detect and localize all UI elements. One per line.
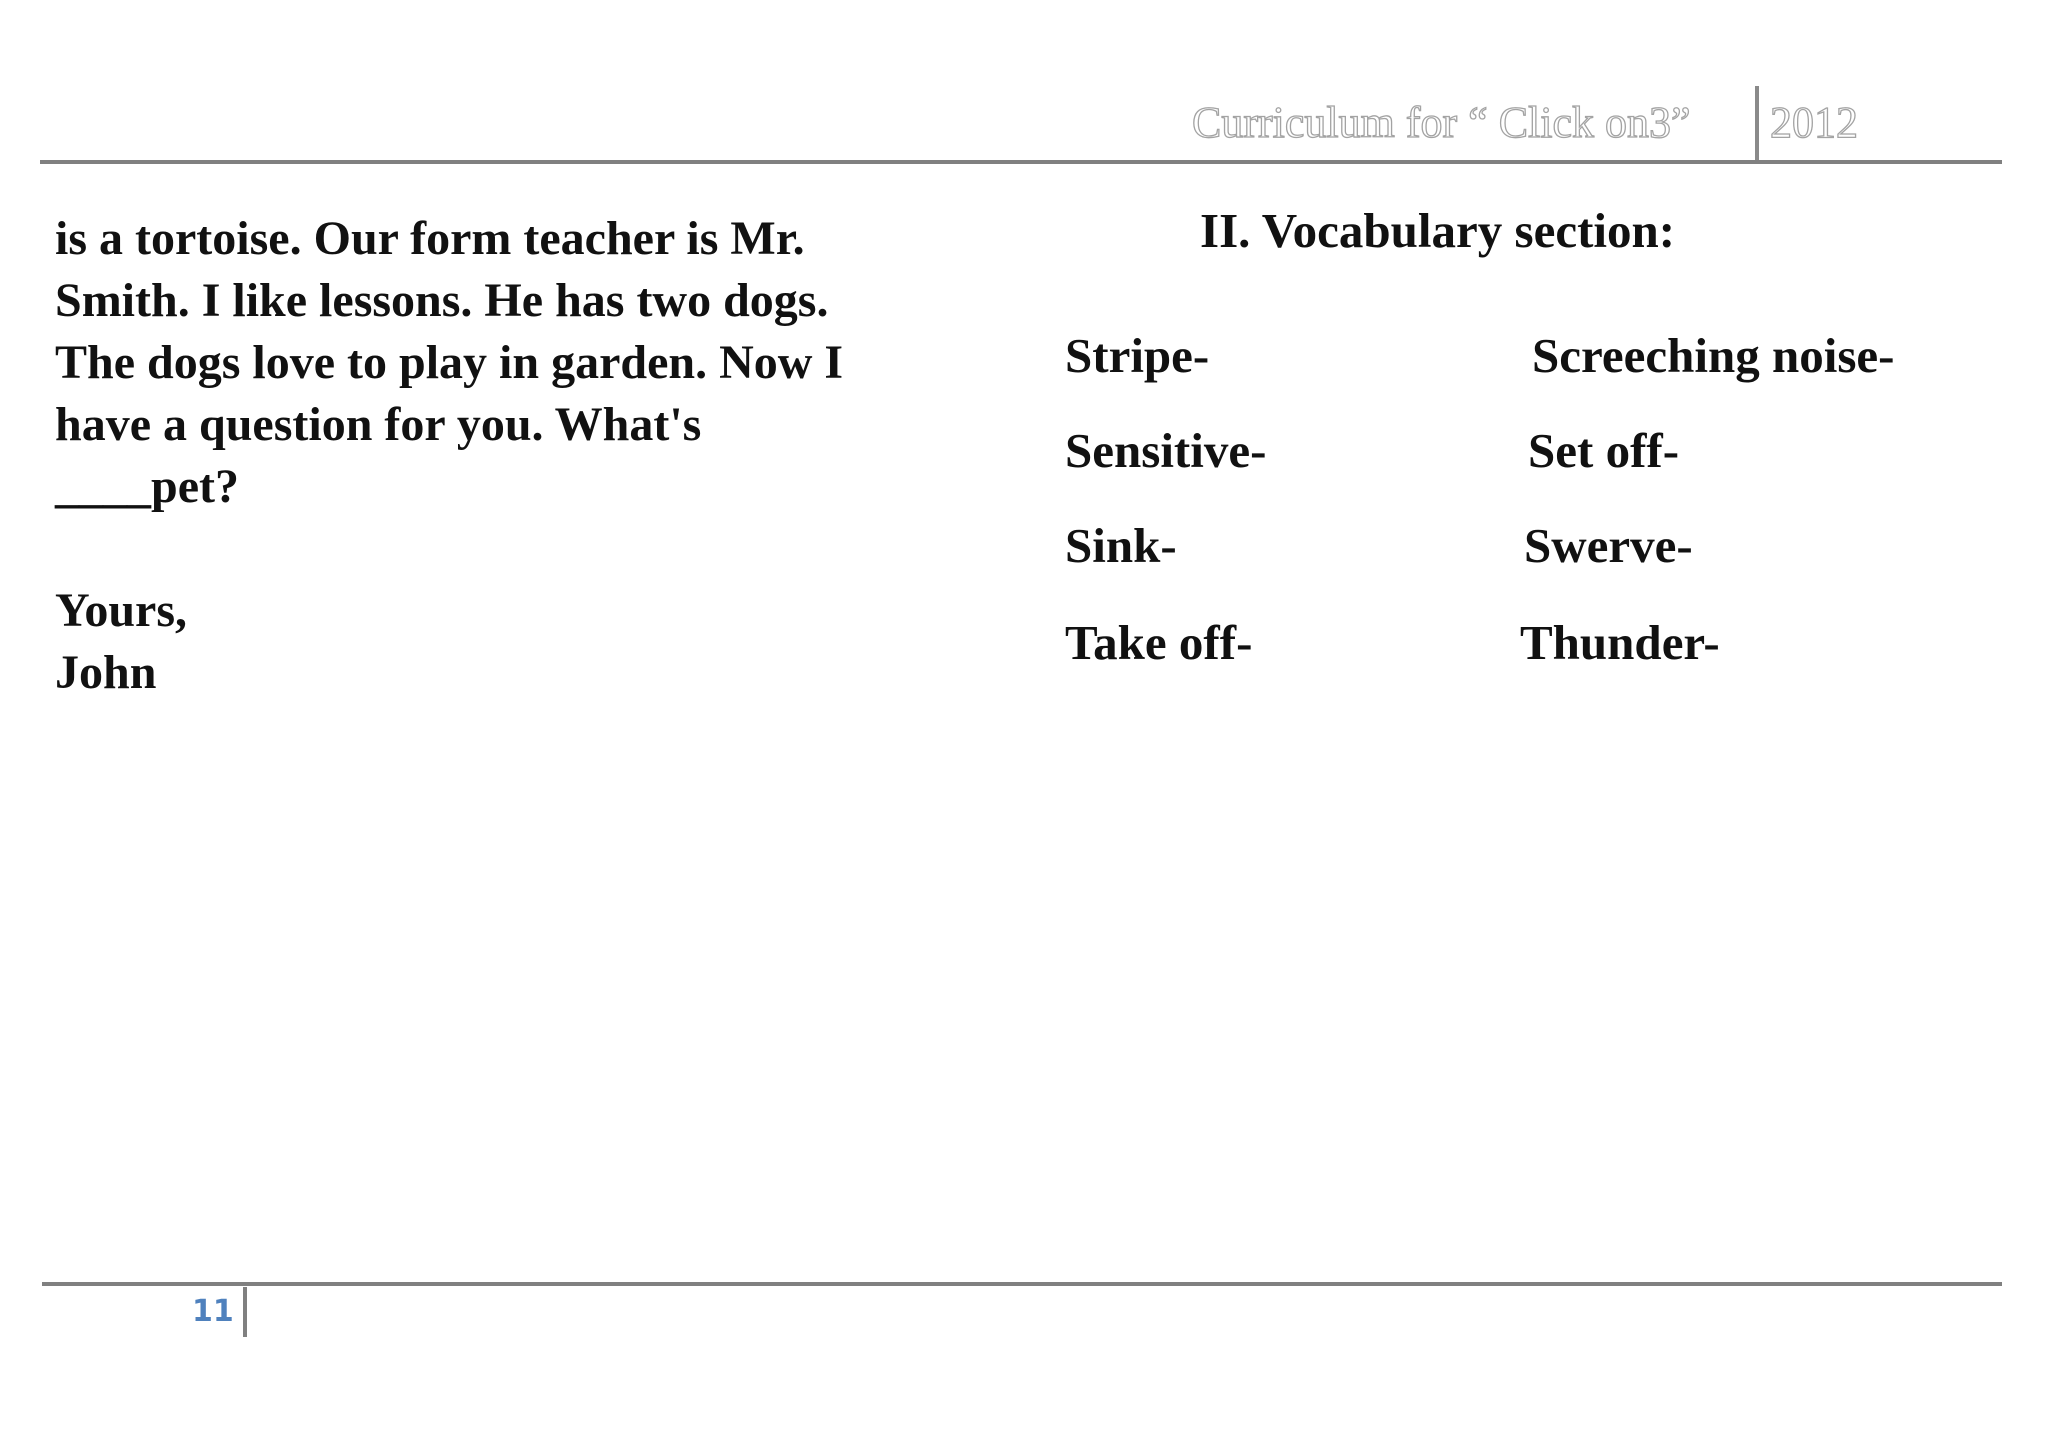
- footer-rule: [42, 1282, 2002, 1286]
- vocab-item-screeching-noise: Screeching noise-: [1532, 328, 1895, 383]
- letter-line: is a tortoise. Our form teacher is Mr.: [55, 212, 805, 265]
- vocab-item-sensitive: Sensitive-: [1065, 423, 1267, 478]
- letter-blank-line: [55, 518, 1015, 580]
- header-title: Curriculum for “ Click on3”: [1192, 98, 1691, 147]
- letter-signature: John: [55, 646, 157, 699]
- header-rule: [40, 160, 2002, 164]
- vocab-item-stripe: Stripe-: [1065, 328, 1210, 383]
- letter-line: The dogs love to play in garden. Now I: [55, 336, 844, 389]
- vocab-item-sink: Sink-: [1065, 518, 1177, 573]
- letter-line: ____pet?: [55, 460, 239, 513]
- header-year: 2012: [1770, 98, 1858, 147]
- letter-line: Smith. I like lessons. He has two dogs.: [55, 274, 829, 327]
- footer-separator: [243, 1287, 247, 1337]
- page-number: 11: [192, 1294, 234, 1329]
- vocab-item-swerve: Swerve-: [1524, 518, 1693, 573]
- letter-text: [55, 208, 1015, 704]
- vocab-item-set-off: Set off-: [1528, 423, 1680, 478]
- letter-line: have a question for you. What's: [55, 398, 702, 451]
- header-separator: [1755, 86, 1759, 162]
- vocab-item-take-off: Take off-: [1065, 615, 1253, 670]
- vocabulary-heading: II. Vocabulary section:: [1200, 203, 1676, 258]
- letter-closing: Yours,: [55, 584, 188, 637]
- vocab-item-thunder: Thunder-: [1520, 615, 1720, 670]
